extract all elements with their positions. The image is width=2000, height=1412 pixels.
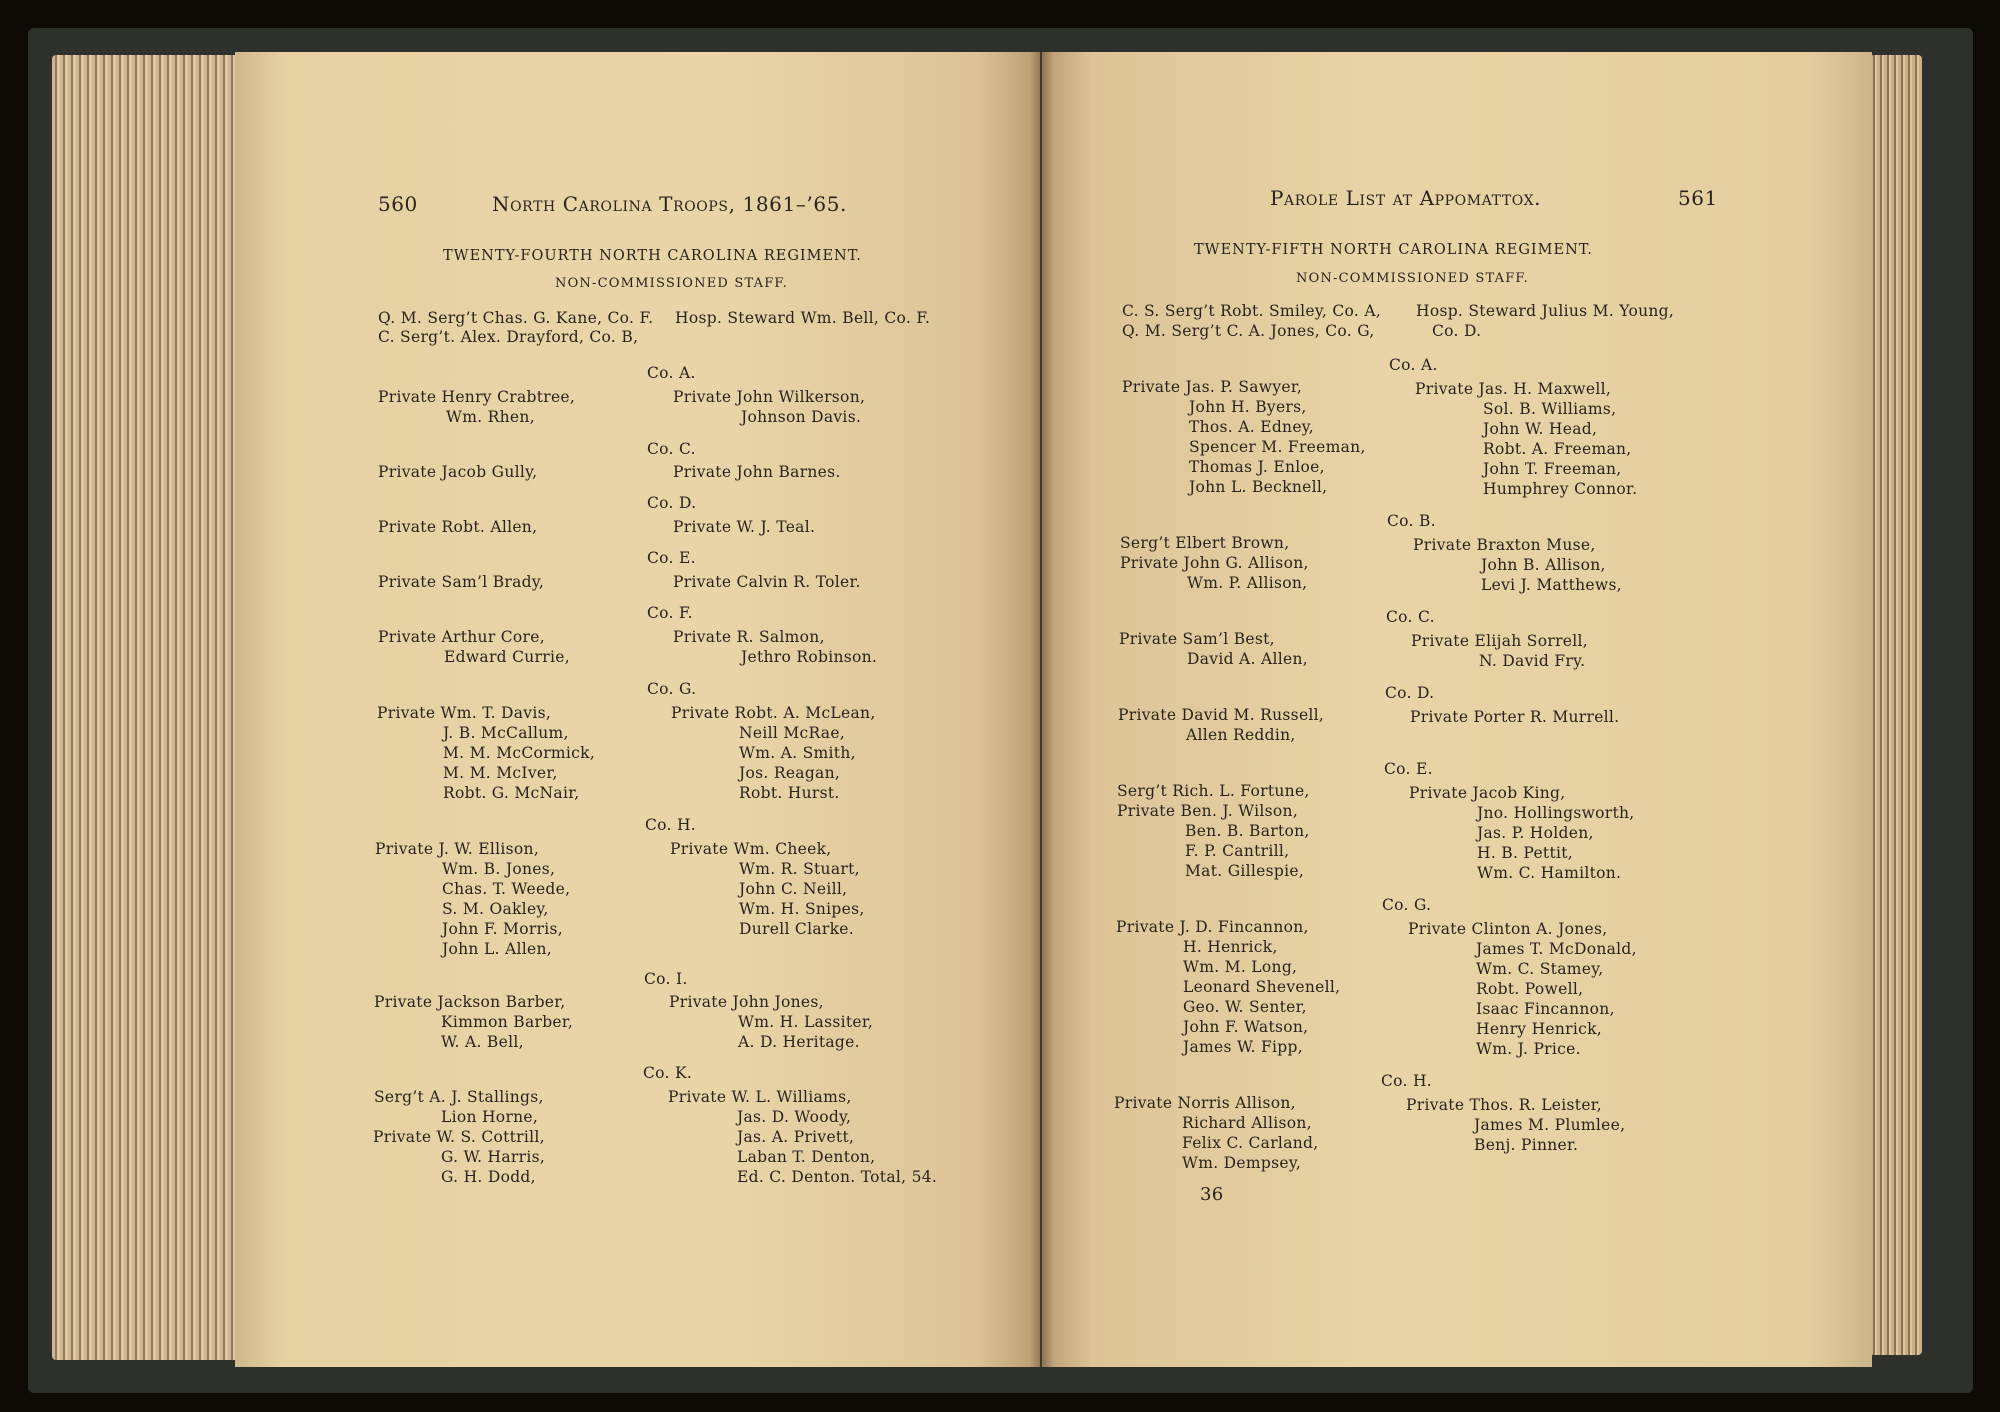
- roster-entry: Ed. C. Denton. Total, 54.: [737, 1168, 938, 1186]
- roster-entry: Jas. A. Privett,: [737, 1128, 855, 1146]
- roster-entry: Robt. Powell,: [1476, 980, 1584, 998]
- roster-entry: W. A. Bell,: [441, 1033, 524, 1051]
- roster-entry: Private R. Salmon,: [673, 628, 825, 646]
- staff-line: Co. D.: [1432, 322, 1482, 340]
- roster-entry: Wm. C. Stamey,: [1476, 960, 1604, 978]
- roster-entry: Private Henry Crabtree,: [378, 388, 576, 406]
- roster-entry: Laban T. Denton,: [737, 1148, 876, 1166]
- roster-entry: Private Thos. R. Leister,: [1406, 1096, 1603, 1114]
- roster-entry: Private John G. Allison,: [1120, 554, 1309, 572]
- roster-entry: Private W. L. Williams,: [668, 1088, 852, 1106]
- staff-line: Q. M. Serg’t Chas. G. Kane, Co. F.: [378, 309, 654, 327]
- roster-entry: Wm. B. Jones,: [442, 860, 556, 878]
- roster-entry: John F. Morris,: [442, 920, 563, 938]
- roster-entry: Serg’t Elbert Brown,: [1120, 534, 1290, 552]
- company-heading: Co. I.: [644, 970, 688, 988]
- roster-entry: Private Jas. P. Sawyer,: [1122, 378, 1303, 396]
- roster-entry: G. W. Harris,: [441, 1148, 546, 1166]
- company-heading: Co. G.: [1382, 896, 1432, 914]
- roster-entry: Jno. Hollingsworth,: [1477, 804, 1635, 822]
- company-heading: Co. D.: [1385, 684, 1435, 702]
- company-heading: Co. F.: [647, 604, 693, 622]
- roster-entry: Private Jacob King,: [1409, 784, 1566, 802]
- roster-entry: Edward Currie,: [444, 648, 570, 666]
- roster-entry: M. M. McCormick,: [443, 744, 596, 762]
- roster-entry: N. David Fry.: [1479, 652, 1586, 670]
- roster-entry: David A. Allen,: [1187, 650, 1308, 668]
- company-heading: Co. C.: [647, 440, 696, 458]
- roster-entry: M. M. McIver,: [443, 764, 558, 782]
- roster-entry: Private Jacob Gully,: [378, 463, 538, 481]
- roster-entry: Serg’t Rich. L. Fortune,: [1117, 782, 1310, 800]
- company-heading: Co. G.: [647, 680, 697, 698]
- roster-entry: Geo. W. Senter,: [1183, 998, 1307, 1016]
- staff-heading: NON-COMMISSIONED STAFF.: [1296, 271, 1529, 286]
- page-number: 560: [378, 192, 418, 216]
- roster-entry: Private Arthur Core,: [378, 628, 545, 646]
- signature-mark: 36: [1200, 1184, 1224, 1205]
- roster-entry: Private John Jones,: [669, 993, 824, 1011]
- regiment-title: TWENTY-FOURTH NORTH CAROLINA REGIMENT.: [443, 248, 862, 264]
- staff-line: C. S. Serg’t Robt. Smiley, Co. A,: [1122, 302, 1382, 320]
- company-heading: Co. A.: [1389, 356, 1438, 374]
- roster-entry: Richard Allison,: [1182, 1114, 1312, 1132]
- roster-entry: Serg’t A. J. Stallings,: [374, 1088, 544, 1106]
- roster-entry: Johnson Davis.: [741, 408, 862, 426]
- roster-entry: H. B. Pettit,: [1477, 844, 1573, 862]
- staff-heading: NON-COMMISSIONED STAFF.: [555, 276, 788, 291]
- roster-entry: Spencer M. Freeman,: [1189, 438, 1366, 456]
- company-heading: Co. C.: [1386, 608, 1435, 626]
- roster-entry: Private Sam’l Brady,: [378, 573, 545, 591]
- roster-entry: James W. Fipp,: [1183, 1038, 1303, 1056]
- roster-entry: Kimmon Barber,: [441, 1013, 574, 1031]
- roster-entry: J. B. McCallum,: [443, 724, 569, 742]
- roster-entry: Private W. J. Teal.: [673, 518, 816, 536]
- roster-entry: Robt. G. McNair,: [443, 784, 580, 802]
- company-heading: Co. D.: [647, 494, 697, 512]
- roster-entry: John L. Allen,: [442, 940, 552, 958]
- company-heading: Co. E.: [647, 549, 696, 567]
- roster-entry: Robt. A. Freeman,: [1483, 440, 1632, 458]
- roster-entry: Allen Reddin,: [1186, 726, 1296, 744]
- roster-entry: Private Jackson Barber,: [374, 993, 566, 1011]
- right-page: [1042, 52, 1872, 1367]
- roster-entry: Private Elijah Sorrell,: [1411, 632, 1588, 650]
- roster-entry: Private Ben. J. Wilson,: [1117, 802, 1299, 820]
- roster-entry: Private Braxton Muse,: [1413, 536, 1596, 554]
- regiment-title: TWENTY-FIFTH NORTH CAROLINA REGIMENT.: [1194, 242, 1593, 258]
- left-page: [235, 52, 1040, 1367]
- roster-entry: Wm. C. Hamilton.: [1477, 864, 1622, 882]
- roster-entry: Private John Wilkerson,: [673, 388, 866, 406]
- roster-entry: John W. Head,: [1483, 420, 1598, 438]
- company-heading: Co. H.: [645, 816, 697, 834]
- roster-entry: F. P. Cantrill,: [1185, 842, 1290, 860]
- company-heading: Co. E.: [1384, 760, 1433, 778]
- roster-entry: H. Henrick,: [1183, 938, 1278, 956]
- roster-entry: Wm. A. Smith,: [739, 744, 856, 762]
- roster-entry: Wm. J. Price.: [1476, 1040, 1581, 1058]
- roster-entry: Private Robt. Allen,: [378, 518, 538, 536]
- roster-entry: Private Norris Allison,: [1114, 1094, 1296, 1112]
- roster-entry: Mat. Gillespie,: [1185, 862, 1305, 880]
- book-gutter: [1030, 52, 1054, 1367]
- roster-entry: Robt. Hurst.: [739, 784, 840, 802]
- roster-entry: Jas. D. Woody,: [737, 1108, 852, 1126]
- roster-entry: Private W. S. Cottrill,: [373, 1128, 545, 1146]
- staff-line: Hosp. Steward Wm. Bell, Co. F.: [675, 309, 931, 327]
- roster-entry: Thomas J. Enloe,: [1189, 458, 1325, 476]
- roster-entry: Private Porter R. Murrell.: [1410, 708, 1620, 726]
- roster-entry: Wm. P. Allison,: [1187, 574, 1308, 592]
- roster-entry: Durell Clarke.: [739, 920, 854, 938]
- company-heading: Co. B.: [1387, 512, 1436, 530]
- roster-entry: A. D. Heritage.: [738, 1033, 860, 1051]
- roster-entry: Levi J. Matthews,: [1481, 576, 1622, 594]
- roster-entry: Private Robt. A. McLean,: [671, 704, 876, 722]
- roster-entry: Thos. A. Edney,: [1189, 418, 1315, 436]
- roster-entry: Private J. D. Fincannon,: [1116, 918, 1309, 936]
- roster-entry: Private Clinton A. Jones,: [1408, 920, 1608, 938]
- roster-entry: Neill McRae,: [739, 724, 846, 742]
- roster-entry: Henry Henrick,: [1476, 1020, 1603, 1038]
- roster-entry: John H. Byers,: [1189, 398, 1307, 416]
- roster-entry: John T. Freeman,: [1483, 460, 1622, 478]
- roster-entry: James M. Plumlee,: [1474, 1116, 1626, 1134]
- roster-entry: Leonard Shevenell,: [1183, 978, 1341, 996]
- roster-entry: John B. Allison,: [1481, 556, 1606, 574]
- company-heading: Co. A.: [647, 364, 696, 382]
- roster-entry: Benj. Pinner.: [1474, 1136, 1579, 1154]
- roster-entry: Jethro Robinson.: [741, 648, 878, 666]
- roster-entry: Private Calvin R. Toler.: [673, 573, 861, 591]
- roster-entry: Private Sam’l Best,: [1119, 630, 1275, 648]
- roster-entry: Wm. H. Snipes,: [739, 900, 865, 918]
- page-number: 561: [1678, 186, 1718, 210]
- roster-entry: Chas. T. Weede,: [442, 880, 571, 898]
- staff-line: C. Serg’t. Alex. Drayford, Co. B,: [378, 328, 639, 346]
- roster-entry: Jos. Reagan,: [739, 764, 841, 782]
- roster-entry: Sol. B. Williams,: [1483, 400, 1617, 418]
- page-edges-left: [52, 55, 247, 1360]
- roster-entry: James T. McDonald,: [1476, 940, 1637, 958]
- roster-entry: John L. Becknell,: [1189, 478, 1328, 496]
- roster-entry: Wm. H. Lassiter,: [738, 1013, 874, 1031]
- company-heading: Co. H.: [1381, 1072, 1433, 1090]
- roster-entry: Private Jas. H. Maxwell,: [1415, 380, 1612, 398]
- running-head: Parole List at Appomattox.: [1270, 186, 1542, 210]
- roster-entry: Humphrey Connor.: [1483, 480, 1638, 498]
- roster-entry: Ben. B. Barton,: [1185, 822, 1310, 840]
- page-edges-right: [1870, 55, 1922, 1355]
- roster-entry: Wm. M. Long,: [1183, 958, 1298, 976]
- roster-entry: Felix C. Carland,: [1182, 1134, 1319, 1152]
- roster-entry: Private J. W. Ellison,: [375, 840, 540, 858]
- staff-line: Q. M. Serg’t C. A. Jones, Co. G,: [1122, 322, 1375, 340]
- staff-line: Hosp. Steward Julius M. Young,: [1416, 302, 1675, 320]
- roster-entry: Private John Barnes.: [673, 463, 841, 481]
- roster-entry: Wm. R. Stuart,: [739, 860, 860, 878]
- roster-entry: Wm. Rhen,: [446, 408, 535, 426]
- roster-entry: Private Wm. T. Davis,: [377, 704, 552, 722]
- company-heading: Co. K.: [643, 1064, 693, 1082]
- roster-entry: Private David M. Russell,: [1118, 706, 1325, 724]
- roster-entry: Isaac Fincannon,: [1476, 1000, 1615, 1018]
- running-head: North Carolina Troops, 1861–’65.: [492, 192, 847, 216]
- roster-entry: Wm. Dempsey,: [1182, 1154, 1302, 1172]
- roster-entry: Lion Horne,: [441, 1108, 539, 1126]
- roster-entry: Jas. P. Holden,: [1477, 824, 1594, 842]
- roster-entry: S. M. Oakley,: [442, 900, 549, 918]
- roster-entry: Private Wm. Cheek,: [670, 840, 832, 858]
- roster-entry: G. H. Dodd,: [441, 1168, 536, 1186]
- roster-entry: John C. Neill,: [739, 880, 848, 898]
- roster-entry: John F. Watson,: [1183, 1018, 1309, 1036]
